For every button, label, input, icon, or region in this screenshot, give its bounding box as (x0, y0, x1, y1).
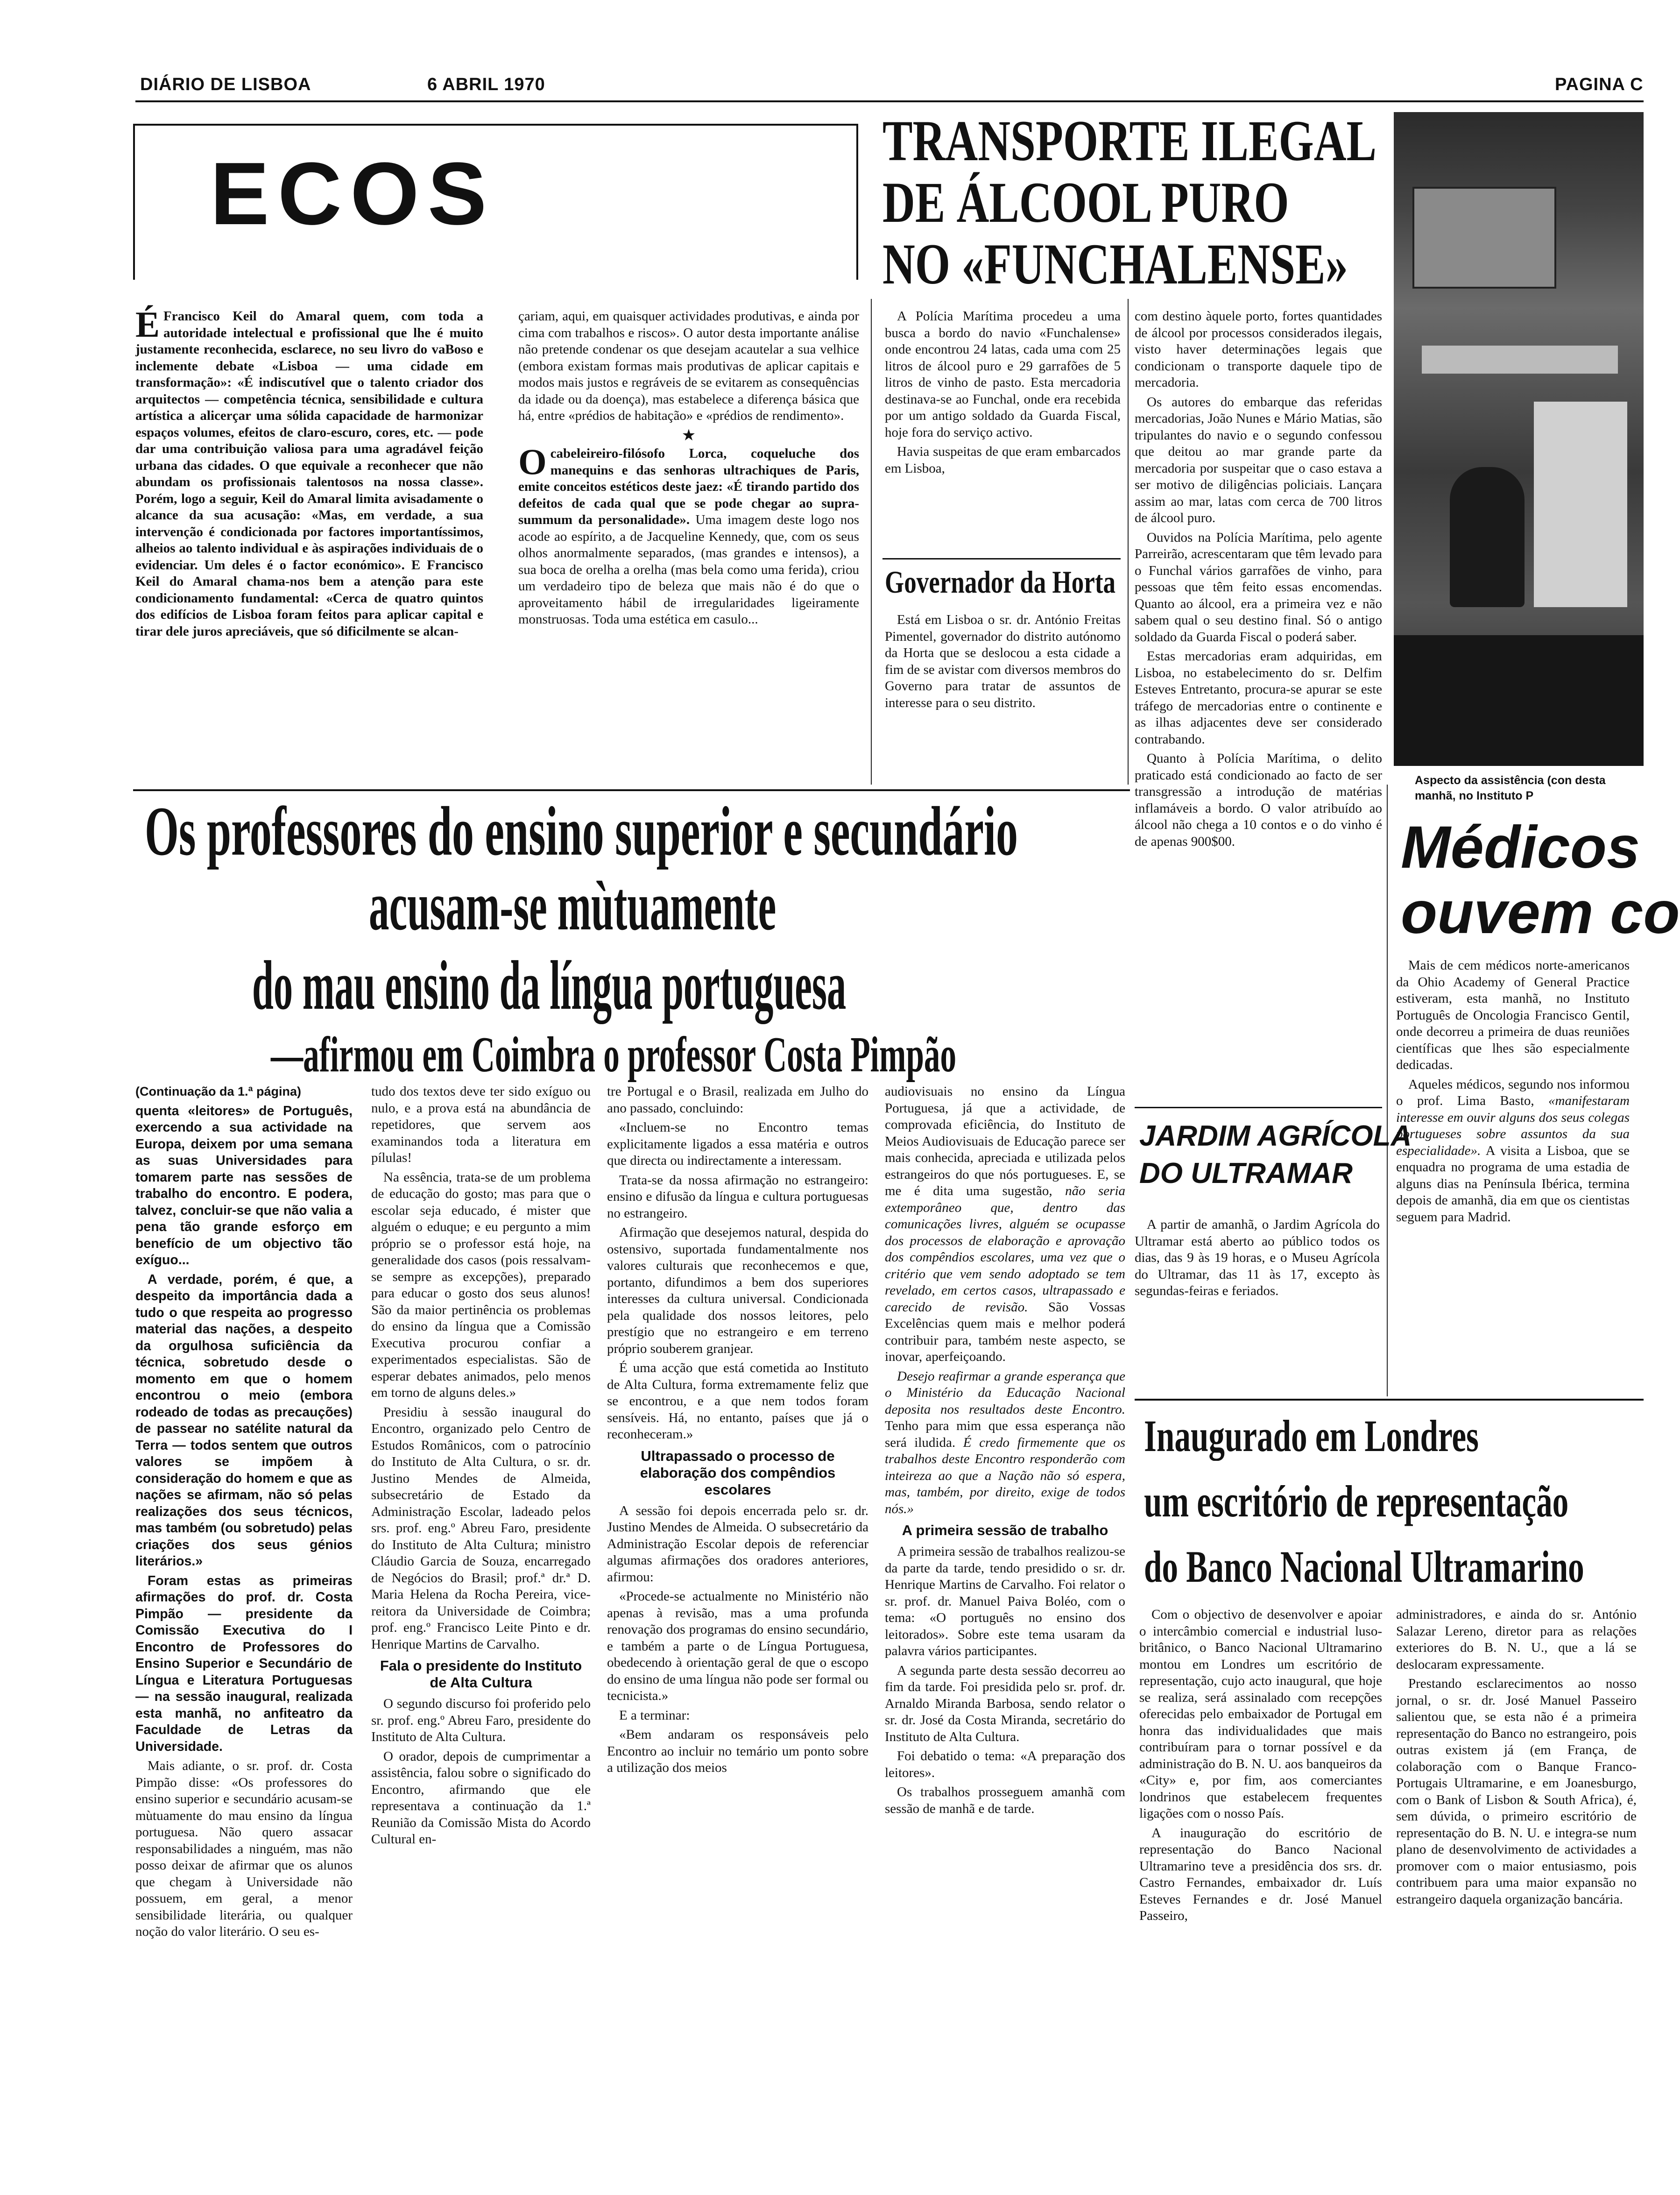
lorca-text: Uma imagem deste logo nos acode ao espírito, a de Jacqueline Kennedy, que, com os seus olhos anormalmente separados, (mas grandes e intensos), a sua boca de orelha a orelha (mas bela como uma ferida), criou um verdadeiro tipo de beleza que mais não é do que o aproveitamento hábil de irregularidades ligeiramente monstruosas. Toda uma estética em casulo... (518, 512, 860, 627)
professores-text-5: O segundo discurso foi proferido pelo sr. prof. eng.º Abreu Faro, presidente do Instituto de Alta Cultura. (371, 1696, 591, 1744)
londres-headline-1: Inaugurado em Londres (1144, 1411, 1479, 1461)
professores-italic-1: não seria extemporâneo que, dentro das comunicações livres, alguém se ocupasse dos processos de elaboração e aprovação dos compêndios escolares, uma vez que o critério que vem sendo adoptado se tem revelado, em certos casos, ultrapassado e carecido de revisão. (885, 1183, 1126, 1315)
horta-headline: Governador da Horta (885, 564, 1116, 600)
medicos-headline-2: ouvem co (1401, 879, 1680, 946)
ecos-drop-cap: É (135, 304, 160, 345)
lorca-lead: cabeleireiro-filósofo Lorca, coqueluche dos manequins e das senhoras ultrachiques de Paris, emite conceitos estéticos deste jaez: «É tirando partido dos defeitos de cada qual que se pode chegar ao supra-summum da personalidade». (518, 446, 859, 527)
jardim-text: A partir de amanhã, o Jardim Agrícola do Ultramar está aberto ao público todos os dias, das 9 às 19 horas, e o Museu Agrícola do Ultramar, das 11 às 17, excepto às segundas-feiras e feriados. (1135, 1217, 1380, 1298)
professores-text-10: Afirmação que desejemos natural, despida do ostensivo, suportada fundamentalmente nos valores culturais que reconhecemos e que, portanto, difundimos a bem dos superiores interesses da cultura universal. Condicionada pela qualidade dos nossos leitores, pelo prestígio que no estrangeiro e em terreno próprio souberem granjear. (607, 1225, 868, 1356)
jardim-headline-1: JARDIM AGRÍCOLA (1139, 1120, 1412, 1152)
alcool-headline-1: TRANSPORTE ILEGAL (882, 109, 1377, 173)
professores-column-4 (885, 1083, 1125, 1820)
medicos-text-2a: Aqueles médicos, segundo nos informou o prof. Lima Basto, (1396, 1076, 1630, 1108)
professores-text-11: É uma acção que está cometida ao Instituto de Alta Cultura, forma extremamente feliz que se encontrou, e a que nem todos foram sensíveis. Há, no entanto, países que já o reconheceram.» (607, 1360, 868, 1442)
professores-text-18: Tenho para mim que essa esperança não será iludida. (885, 1418, 1125, 1450)
professores-column-1 (135, 1083, 353, 1943)
alcool-text-3: com destino àquele porto, fortes quantidades de álcool por processos considerados ilegais, visto haver determinações legais que condicionam o transporte daquele tipo de mercadoria. (1135, 309, 1382, 390)
professores-headline-2: acusam-se mùtuamente (369, 867, 776, 945)
professores-rule-top (133, 789, 1130, 791)
alcool-text-2: Havia suspeitas de que eram embarcados em Lisboa, (885, 444, 1121, 476)
professores-column-2 (371, 1083, 591, 1851)
professores-text-14: E a terminar: (619, 1707, 690, 1723)
horta-rule-top (882, 558, 1121, 559)
londres-column-1 (1139, 1607, 1382, 1927)
professores-text-19: A primeira sessão de trabalhos realizou-se da parte da tarde, tendo presidido o sr. dr. Henrique Martins de Carvalho. Foi relator o sr. prof. dr. Manuel Paiva Boléo, com o tema: «O português no ensino dos leitorados». Sobre este tema usaram da palavra vários participantes. (885, 1544, 1125, 1658)
londres-text-4: Prestando esclarecimentos ao nosso jornal, o sr. dr. José Manuel Passeiro salientou que, se esta não é a primeira representação do Banco no estrangeiro, pois outras existem já (em França, de colaboração com o Banque Franco-Portugais Ultramarine, e em Joanesburgo, com o Bank of Lisbon & South Africa), é, sem dúvida, o primeiro escritório de representação do B. N. U. e integra-se num plano de desenvolvimento de actividades a promover com o maior entusiasmo, pois contribuem para uma maior expansão no estrangeiro daquela organização bancária. (1396, 1676, 1637, 1907)
ecos-keil-text: Francisco Keil do Amaral quem, com toda a autoridade intelectual e profissional que lhe é muito justamente reconhecida, esclarece, no seu livro do vaBoso e inclemente debate «Lisboa — uma cidade em transformação»: «É indiscutível que o talento criador dos arquitectos — competência técnica, sensibilidade e cultura artística a alicerçar uma sólida capacidade de harmonizar espaços volumes, efeitos de claro-escuro, cores, etc. — pode dar uma contribuição valiosa para uma agradável feição urbana das cidades. O que equivale a reconhecer que não abundam os profissionais talentosos na nossa classe». Porém, logo a seguir, Keil do Amaral limita avisadamente o alcance da sua acusação: «Mas, em verdade, a sua intervenção é condicionada por factores importantíssimos, alheios ao talento individual e às aspirações individuais de o evidenciar. Um deles é o factor económico». E Francisco Keil do Amaral chama-nos bem a atenção para este condicionamento fundamental: «Cerca de quatro quintos dos edifícios de Lisboa foram feitos para aplicar capital e tirar dele juros apreciáveis, que só dificilmente se alcan- (135, 309, 483, 639)
londres-text-3: administradores, e ainda do sr. António Salazar Lereno, diretor para as relações exteriores do B. N. U., que a lá se deslocaram expressamente. (1396, 1607, 1637, 1672)
professores-text-3: Na essência, trata-se de um problema de educação do gosto; mas para que o escolar seja educado, é mister que alguém o eduque; e eu pergunto a mim próprio se o professor está hoje, na generalidade dos casos (pois ressalvam-se sempre as excepções), preparado para educar o gosto dos seus alunos! São da maior pertinência os problemas do ensino da língua que a Comissão Executiva procurou confiar a experimentados especialistas. São de esperar debates animados, pelo menos em torno de alguns deles.» (371, 1169, 591, 1400)
header-rule (135, 100, 1644, 102)
professores-text-22: Os trabalhos prosseguem amanhã com sessão de manhã e de tarde. (885, 1784, 1125, 1816)
professores-text-21: Foi debatido o tema: «A preparação dos leitores». (885, 1749, 1125, 1780)
professores-subhead-2: Ultrapassado o processo de elaboração dos compêndios escolares (640, 1447, 836, 1498)
professores-text-12: A sessão foi depois encerrada pelo sr. dr. Justino Mendes de Almeida. O subsecretário da Administração Escolar depois de referenciar algumas afirmações dos oradores anteriores, afirmou: (607, 1503, 868, 1585)
issue-date: 6 ABRIL 1970 (427, 75, 545, 94)
lorca-drop-cap: O (518, 441, 547, 482)
professores-text-4: Presidiu à sessão inaugural do Encontro, organizado pelo Centro de Estudos Românicos, com o patrocínio do Instituto de Alta Cultura, o sr. dr. Justino Mendes de Almeida, subsecretário de Estado da Administração Escolar, ladeado pelos srs. prof. eng.º Abreu Faro, presidente do Instituto de Alta Cultura; ministro Cláudio Garcia de Souza, encarregado de Negócios do Brasil; prof.ª dr.ª D. Maria Helena da Rocha Pereira, vice-reitora da Universidade de Coimbra; prof. eng.º Francisco Leite Pinto e dr. Henrique Martins de Carvalho. (371, 1404, 591, 1652)
professores-text-15: «Bem andaram os responsáveis pelo Encontro ao incluir no temário um ponto sobre a utilização dos meios (607, 1727, 868, 1775)
professores-text-17: São Vossas Excelências quem mais e melhor poderá contribuir para, também neste aspecto, se inovar, aperfeiçoando. (885, 1299, 1125, 1364)
continuation-note: (Continuação da 1.ª página) (135, 1084, 302, 1098)
page-number: PAGINA C (1555, 75, 1644, 94)
jardim-rule-top (1135, 1107, 1382, 1108)
jardim-headline-2: DO ULTRAMAR (1139, 1157, 1353, 1190)
alcool-text-4: Os autores do embarque das referidas mercadorias, João Nunes e Mário Matias, são tripulantes do navio e o segundo confessou que deitou ao mar grande parte da mercadoria por suspeitar que o caso estava a ser motivo de diligências policiais. Lançara assim ao mar, latas com cerca de 700 litros de álcool puro. (1135, 394, 1382, 525)
londres-text-2: A inauguração do escritório de representação do Banco Nacional Ultramarino teve a presidência dos srs. dr. Castro Fernandes, embaixador dr. Luís Esteves Fernandes e dr. José Manuel Passeiro, (1139, 1825, 1382, 1923)
professores-text-6: O orador, depois de cumprimentar a assistência, falou sobre o significado do Encontro, afirmando que ele representava a continuação da 1.ª Reunião da Comissão Mista do Acordo Cultural en- (371, 1749, 591, 1847)
horta-column (885, 612, 1121, 714)
alcool-headline-3: NO «FUNCHALENSE» (882, 232, 1348, 296)
alcool-column-2 (1135, 308, 1382, 853)
professores-lead-3: Foram estas as primeiras afirmações do prof. dr. Costa Pimpão — presidente da Comissão Executiva do I Encontro de Professores do Ensino Superior e Secundário de Língua e Literatura Portuguesas — na sessão inaugural, realizada esta manhã, no anfiteatro da Faculdade de Letras da Universidade. (135, 1573, 353, 1754)
alcool-column-1 (885, 308, 1121, 480)
alcool-text-7: Quanto à Polícia Marítima, o delito praticado está condicionado ao facto de ser transgressão a introdução de matérias inflamáveis a bordo. O valor atribuído ao álcool não chega a 10 contos e o do vinho é de apenas 900$00. (1135, 751, 1382, 849)
ecos-logo: ECOS (210, 144, 495, 243)
medicos-column (1396, 957, 1630, 1228)
newspaper-name: DIÁRIO DE LISBOA (140, 75, 311, 94)
londres-rule-top (1135, 1399, 1644, 1401)
medicos-headline-1: Médicos (1401, 814, 1640, 881)
medicos-text-2c: A visita a Lisboa, que se enquadra no programa de uma estadia de alguns dias na Península Ibérica, termina depois de amanhã, dia em que os cientistas seguem para Madrid. (1396, 1143, 1630, 1225)
photo-caption: Aspecto da assistência (con desta manhã, no Instituto P (1415, 774, 1606, 802)
professores-lead-2: A verdade, porém, é que, a despeito da importância dada a tudo o que respeita ao progresso material das nações, a despeito da orgulhosa suficiência da técnica, sobretudo desde o momento em que o homem encontrou o meio (embora rodeado de todas as precauções) de passear no satélite natural da Terra — todos sentem que outros valores se impõem à consideração do homem e que as nações se afirmam, não só pelas realizações dos seus técnicos, mas também (ou sobretudo) pelas criações dos seus génios literários.» (135, 1272, 353, 1569)
column-divider (1128, 299, 1129, 785)
professores-text-1: Mais adiante, o sr. prof. dr. Costa Pimpão disse: «Os professores do ensino superior e secundário acusam-se mùtuamente do mau ensino da língua portuguesa. Não quero assacar responsabilidades a ninguém, mas não posso deixar de afirmar que os alunos que chegam à Universidade não possuem, em geral, a menor sensibilidade literária, ou qualquer noção do valor literário. O seu es- (135, 1758, 353, 1939)
jardim-column (1135, 1217, 1380, 1303)
professores-subhead-3: A primeira sessão de trabalho (902, 1522, 1108, 1538)
professores-headline-3: do mau ensino da língua portuguesa (252, 947, 847, 1024)
professores-text-16: audiovisuais no ensino da Língua Portuguesa, já que a actividade, de comprovada eficiência, do Instituto de Meios Audiovisuais de Educação parece ser mais conhecida, apreciada e utilizada pelos estrangeiros do que nós portugueses. E, se me é dita uma sugestão, (885, 1084, 1125, 1198)
assembly-photo (1394, 112, 1644, 766)
column-divider (1387, 785, 1388, 1396)
professores-subheadline: —afirmou em Coimbra o professor Costa Pimpão (271, 1027, 957, 1083)
professores-italic-2: Desejo reafirmar a grande esperança que o Ministério da Educação Nacional deposita nos resultados deste Encontro. (885, 1368, 1125, 1417)
horta-text: Está em Lisboa o sr. dr. António Freitas Pimentel, governador do distrito autónomo da Horta que se deslocou a esta cidade a fim de se avistar com diversos membros do Governo para tratar de assuntos de interesse para o seu distrito. (885, 612, 1121, 710)
professores-subhead-1: Fala o presidente do Instituto de Alta Cultura (380, 1657, 582, 1691)
londres-headline-2: um escritório de representação (1144, 1476, 1569, 1526)
alcool-text-1: A Polícia Marítima procedeu a uma busca a bordo do navio «Funchalense» onde encontrou 24 latas, cada uma com 25 litros de álcool puro e 29 garrafões de 5 litros de vinho de pasto. Esta mercadoria destinava-se ao Funchal, onde era recebida por um antigo soldado da Guarda Fiscal, hoje fora do serviço activo. (885, 309, 1121, 440)
ecos-column-2 (518, 308, 859, 631)
separator-star: ★ (681, 426, 696, 444)
professores-column-3 (607, 1083, 868, 1779)
professores-text-7: tre Portugal e o Brasil, realizada em Julho do ano passado, concluindo: (607, 1084, 868, 1116)
column-divider (871, 299, 872, 785)
medicos-text-2b: «manifestaram interesse em ouvir alguns dos seus colegas portugueses sobre assuntos da sua especialidade». (1396, 1093, 1630, 1158)
ecos-column-1 (135, 304, 483, 643)
medicos-text-1: Mais de cem médicos norte-americanos da Ohio Academy of General Practice estiveram, esta manhã, no Instituto Português de Oncologia Francisco Gentil, onde decorreu a primeira de duas reuniões científicas que lhes são especialmente dedicadas. (1396, 958, 1630, 1072)
alcool-headline-2: DE ÁLCOOL PURO (882, 170, 1289, 234)
ecos-keil-continued: çariam, aqui, em quaisquer actividades produtivas, e ainda por cima com trabalhos e riscos». O autor desta importante análise não pretende condenar os que desejam acautelar a sua velhice (embora existam formas mais produtivas de aplicar capitais e modos mais justos e regráveis de se evitarem as consequências da idade ou da doença), mas estabelece a diferença básica que há, entre «prédios de habitação» e «prédios de rendimento». (518, 309, 859, 423)
professores-text-9: Trata-se da nossa afirmação no estrangeiro: ensino e difusão da língua e cultura portuguesas no estrangeiro. (607, 1172, 868, 1221)
alcool-text-5: Ouvidos na Polícia Marítima, pelo agente Parreirão, acrescentaram que têm levado para o Funchal vários garrafões de vinho, para pessoas que têm feito essas encomendas. Quanto ao álcool, era a primeira vez e não sabem qual o seu destino final. Só o antigo soldado da Guarda Fiscal o poderá saber. (1135, 530, 1382, 644)
professores-italic-3: É credo firmemente que os trabalhos deste Encontro responderão com inteireza ao que a Nação não só espera, mas, também, por direito, exige de todos nós.» (885, 1435, 1125, 1516)
professores-lead-1: quenta «leitores» de Português, exercendo a sua actividade na Europa, deixem por uma semana as suas Universidades para tomarem parte nas sessões de trabalho do encontro. E podera, talvez, concluir-se que não valia a pena tão grande esforço em benefício de um objectivo tão exíguo... (135, 1103, 353, 1267)
professores-text-13: «Procede-se actualmente no Ministério não apenas à revisão, mas a uma profunda renovação dos programas do ensino secundário, e também a parte o de Língua Portuguesa, obedecendo à orientação geral de que o escopo do ensino de uma língua não pode ser formal ou tecnicista.» (607, 1589, 868, 1703)
londres-column-2 (1396, 1607, 1637, 1911)
professores-text-2: tudo dos textos deve ter sido exíguo ou nulo, e a prova está na abundância de repetidores, que servem aos examinandos toda a literatura em pílulas! (371, 1084, 591, 1165)
londres-text-1: Com o objectivo de desenvolver e apoiar o intercâmbio comercial e industrial luso-britânico, o Banco Nacional Ultramarino montou em Londres um escritório de representação, cujo acto inaugural, que hoje se realiza, será assinalado com recepções oferecidas pelo embaixador de Portugal em honra das individualidades que mais contribuíram para o tornar possível e da administração do B. N. U. aos banqueiros da «City» e, por fim, aos comerciantes londrinos que estabelecem frequentes ligações com o nosso País. (1139, 1607, 1382, 1821)
alcool-text-6: Estas mercadorias eram adquiridas, em Lisboa, no estabelecimento do sr. Delfim Esteves Entretanto, procura-se apurar se este tráfego de mercadorias entre o continente e as ilhas adjacentes deve ser considerado contrabando. (1135, 649, 1382, 747)
professores-text-8: «Incluem-se no Encontro temas explicitamente ligados a essa matéria e outros que directa ou indirectamente a interessam. (607, 1120, 868, 1168)
professores-text-20: A segunda parte desta sessão decorreu ao fim da tarde. Foi presidida pelo sr. prof. dr. Arnaldo Miranda Barbosa, sendo relator o sr. dr. José da Costa Miranda, secretário do Instituto de Alta Cultura. (885, 1663, 1125, 1744)
londres-headline-3: do Banco Nacional Ultramarino (1144, 1542, 1584, 1592)
professores-headline-1: Os professores do ensino superior e secundário (145, 793, 1018, 870)
